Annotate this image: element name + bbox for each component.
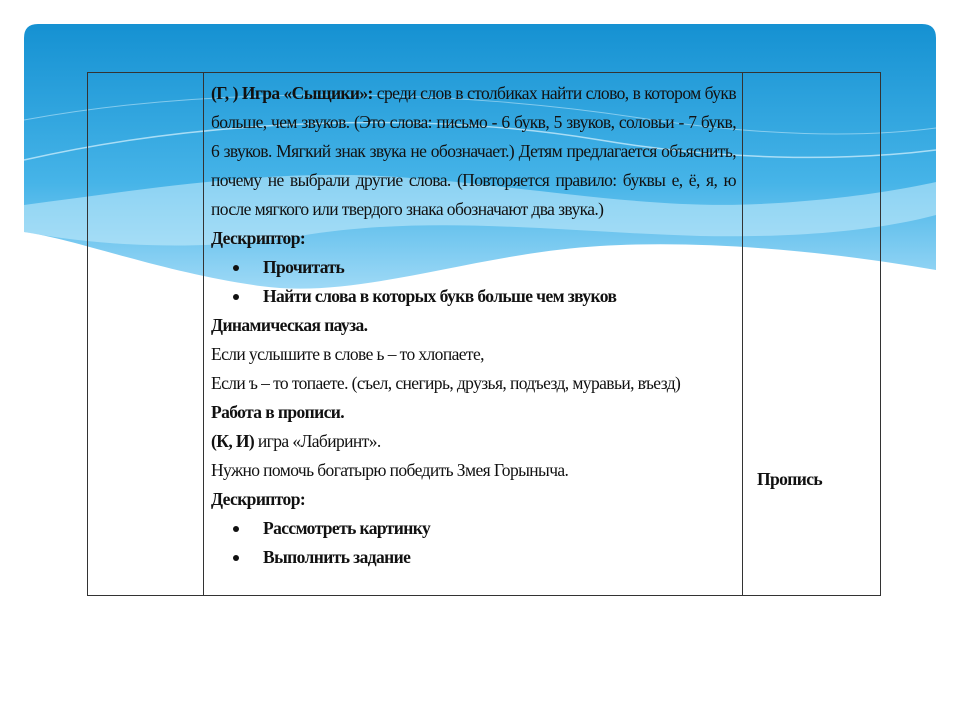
bullet-icon <box>233 294 239 300</box>
game-paragraph <box>211 79 736 224</box>
table-column-left <box>88 73 204 595</box>
descriptor-2-item: Рассмотреть картинку <box>211 514 736 543</box>
table-column-activities <box>204 73 743 595</box>
descriptor-1-item: Прочитать <box>211 253 736 282</box>
game-text: среди слов в столбиках найти слово, в котором букв больше, чем звуков. (Это слова: письмо - 6 букв, 5 звуков, соловьи - 7 букв, 6 звуков. Мягкий знак звука не обозначает.) Детям предлагается объяснить, почему не выбрали другие слова. (Повторяется правило: буквы е, ё, я, ю после мягкого или твердого знака обозначают два звука.) <box>211 83 736 219</box>
resource-label: Пропись <box>757 469 823 489</box>
pause-title: Динамическая пауза. <box>211 315 368 335</box>
pause-line-2: Если ъ – то топаете. (съел, снегирь, друзья, подъезд, муравьи, въезд) <box>211 373 681 393</box>
bullet-icon <box>233 555 239 561</box>
lesson-table <box>87 72 881 596</box>
work-task: Нужно помочь богатырю победить Змея Горыныча. <box>211 460 569 480</box>
work-game-line: (К, И) игра «Лабиринт». <box>211 431 381 451</box>
bullet-icon <box>233 265 239 271</box>
pause-line-1: Если услышите в слове ь – то хлопаете, <box>211 344 484 364</box>
table-column-resources <box>743 73 880 595</box>
game-prefix: (Г, ) Игра «Сыщики»: <box>211 83 373 103</box>
bullet-icon <box>233 526 239 532</box>
descriptor-2-title: Дескриптор: <box>211 489 306 509</box>
descriptor-1-title: Дескриптор: <box>211 228 306 248</box>
work-title: Работа в прописи. <box>211 402 344 422</box>
descriptor-1-item: Найти слова в которых букв больше чем звуков <box>211 282 736 311</box>
descriptor-2-item: Выполнить задание <box>211 543 736 572</box>
